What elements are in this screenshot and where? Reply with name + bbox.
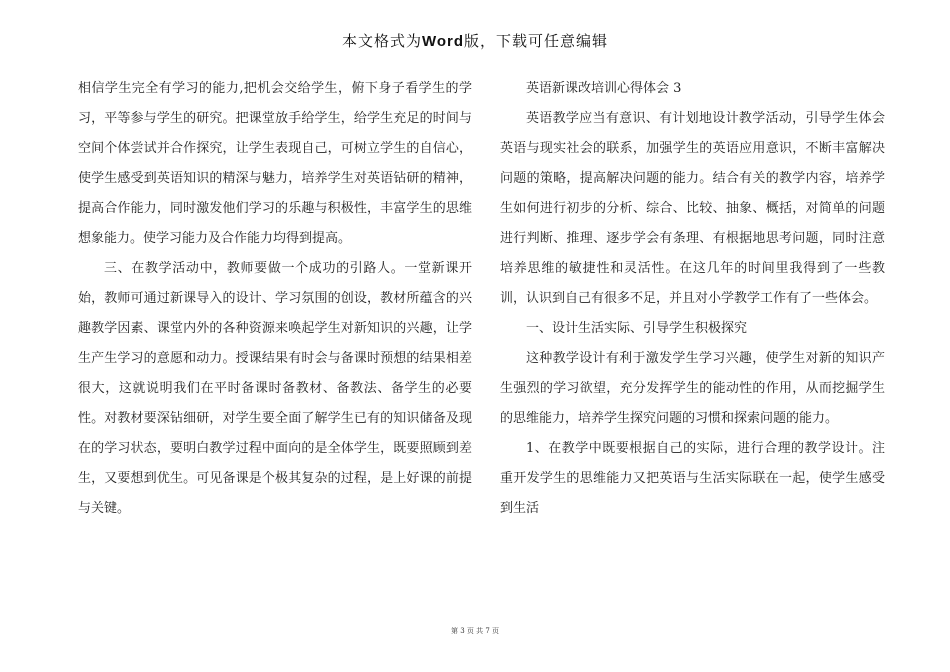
left-column bbox=[78, 74, 472, 524]
left-paragraph-2: 三、在教学活动中，教师要做一个成功的引路人。一堂新课开始，教师可通过新课导入的设计、学习氛围的创设，教材所蕴含的兴趣教学因素、课堂内外的各种资源来唤起学生对新知识的兴趣，让学生产生学习的意愿和动力。授课结果有时会与备课时预想的结果相差很大，这就说明我们在平时备课时备教材、备教法、备学生的必要性。对教材要深钻细研，对学生要全面了解学生已有的知识储备及现在的学习状态，要明白教学过程中面向的是全体学生，既要照顾到差生，又要想到优生。可见备课是个极其复杂的过程，是上好课的前提与关键。 bbox=[78, 261, 472, 516]
right-column bbox=[500, 74, 885, 524]
page-footer: 第 3 页 共 7 页 bbox=[450, 627, 500, 635]
right-paragraph-3: 1、在教学中既要根据自己的实际，进行合理的教学设计。注重开发学生的思维能力又把英语与生活实际联在一起，使学生感受到生活 bbox=[500, 441, 885, 516]
header-suffix: 版，下载可任意编辑 bbox=[464, 32, 609, 50]
right-paragraph-2: 这种教学设计有利于激发学生学习兴趣，使学生对新的知识产生强烈的学习欲望，充分发挥学生的能动性的作用，从而挖掘学生的思维能力，培养学生探究问题的习惯和探索问题的能力。 bbox=[500, 351, 885, 426]
right-paragraph-1: 英语教学应当有意识、有计划地设计教学活动，引导学生体会英语与现实社会的联系，加强学生的英语应用意识，不断丰富解决问题的策略，提高解决问题的能力。结合有关的教学内容，培养学生如何进行初步的分析、综合、比较、抽象、概括，对简单的问题进行判断、推理、逐步学会有条理、有根据地思考问题，同时注意培养思维的敏捷性和灵活性。在这几年的时间里我得到了一些教训，认识到自己有很多不足，并且对小学教学工作有了一些体会。 bbox=[500, 111, 885, 306]
left-paragraph-1: 相信学生完全有学习的能力,把机会交给学生，俯下身子看学生的学习，平等参与学生的研究。把课堂放手给学生，给学生充足的时间与空间个体尝试并合作探究，让学生表现自己，可树立学生的自信心，使学生感受到英语知识的精深与魅力，培养学生对英语钻研的精神，提高合作能力，同时激发他们学习的乐趣与积极性，丰富学生的思维想象能力。使学习能力及合作能力均得到提高。 bbox=[78, 81, 472, 246]
section-title: 英语新课改培训心得体会 3 bbox=[526, 81, 682, 96]
section-heading-1: 一、设计生活实际、引导学生积极探究 bbox=[526, 321, 748, 336]
page-header bbox=[0, 30, 950, 51]
header-word: Word bbox=[421, 33, 465, 50]
header-prefix: 本文格式为 bbox=[341, 32, 422, 50]
